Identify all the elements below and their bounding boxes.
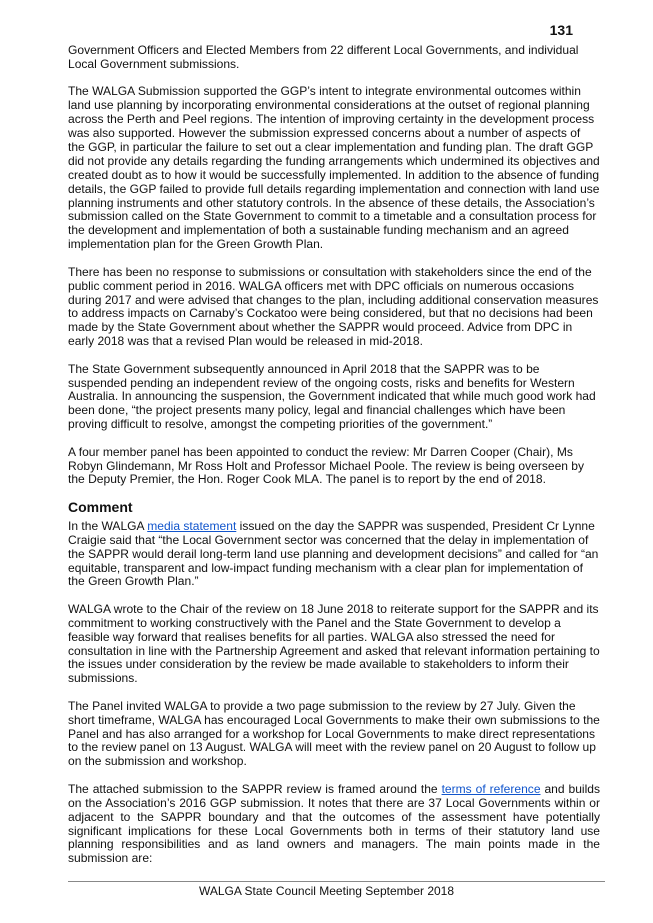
comment-heading: Comment bbox=[68, 498, 133, 515]
text-span: The attached submission to the SAPPR review is framed around the bbox=[68, 781, 442, 796]
terms-of-reference-link[interactable]: terms of reference bbox=[441, 781, 541, 796]
paragraph-letter-to-chair: WALGA wrote to the Chair of the review on 18 June 2018 to reiterate support for the SAPPR and its commitment to working constructively with the Panel and the State Government to develop a feasible way forward that realises benefits for all parties. WALGA also stressed the need for consultation in line with the Partnership Agreement and asked that relevant information pertaining to the issues under consideration by the review be made available to stakeholders to inform their submissions. bbox=[68, 601, 600, 686]
footer-divider bbox=[68, 881, 605, 882]
paragraph-review-panel: A four member panel has been appointed to conduct the review: Mr Darren Cooper (Chair), Ms Robyn Glindemann, Mr Ross Holt and Professor Michael Poole. The review is being overseen by the Deputy Premier, the Hon. Roger Cook MLA. The panel is to report by the end of 2018. bbox=[68, 444, 585, 487]
paragraph-walga-submission: The WALGA Submission supported the GGP’s intent to integrate environmental outcomes within land use planning by incorporating environmental considerations at the outset of regional planning across the Perth and Peel regions. The intention of improving certainty in the development process was also supported. However the submission expressed concerns about a number of aspects of the GGP, in particular the failure to set out a clear implementation and funding plan. The draft GGP did not provide any details regarding the funding arrangements which undermined its objectives and created doubt as to how it would be successfully implemented. In addition to the absence of funding details, the GGP failed to provide full details regarding implementation and connection with land use planning instruments and other statutory controls. In the absence of these details, the Association’s submission called on the State Government to commit to a timetable and a consultation process for the development and implementation of both a sustainable funding mechanism and an agreed implementation plan for the Green Growth Plan. bbox=[68, 84, 600, 252]
paragraph-media-statement bbox=[68, 520, 600, 590]
media-statement-link[interactable]: media statement bbox=[147, 518, 237, 533]
document-body bbox=[68, 44, 600, 880]
text-span: issued on the day the SAPPR was suspended, President Cr Lynne Craigie said that “the Local Government sector was concerned that the delay in implementation of the SAPPR would derail long-term land use planning and development decisions” and called for “an equitable, transparent and low-impact funding mechanism with a clear plan for implementation of the Green Growth Plan.” bbox=[68, 518, 599, 589]
paragraph-suspension: The State Government subsequently announced in April 2018 that the SAPPR was to be suspended pending an independent review of the ongoing costs, risks and benefits for Western Australia. In announcing the suspension, the Government indicated that while much good work had been done, “the project presents many policy, legal and financial challenges which have been proving difficult to resolve, amongst the competing priorities of the government.” bbox=[68, 361, 596, 432]
paragraph-continuation: Government Officers and Elected Members from 22 different Local Governments, and individual Local Government submissions. bbox=[68, 43, 579, 71]
text-span: In the WALGA bbox=[68, 518, 148, 533]
paragraph-attached-submission bbox=[68, 783, 600, 866]
page-number: 131 bbox=[549, 22, 573, 38]
paragraph-panel-invitation: The Panel invited WALGA to provide a two page submission to the review by 27 July. Given the short timeframe, WALGA has encouraged Local Governments to make their own submissions to the Panel and has also arranged for a workshop for Local Governments to make direct representations to the review panel on 13 August. WALGA will meet with the review panel on 20 August to follow up on the submission and workshop. bbox=[68, 698, 600, 769]
paragraph-no-response: There has been no response to submissions or consultation with stakeholders since the end of the public comment period in 2016. WALGA officers met with DPC officials on numerous occasions during 2017 and were advised that changes to the plan, including additional conservation measures to address impacts on Carnaby’s Cockatoo were being considered, but that no decisions had been made by the State Government about whether the SAPPR would proceed. Advice from DPC in early 2018 was that a revised Plan would be released in mid-2018. bbox=[68, 264, 599, 349]
text-span: and builds on the Association’s 2016 GGP submission. It notes that there are 37 Local Governments within or adjacent to the SAPPR boundary and that the outcomes of the assessment have potentially significant implications for these Local Governments both in terms of their statutory land use planning responsibilities and as land owners and managers. The main points made in the submission are: bbox=[68, 781, 600, 866]
page-footer: WALGA State Council Meeting September 2018 bbox=[198, 884, 455, 898]
